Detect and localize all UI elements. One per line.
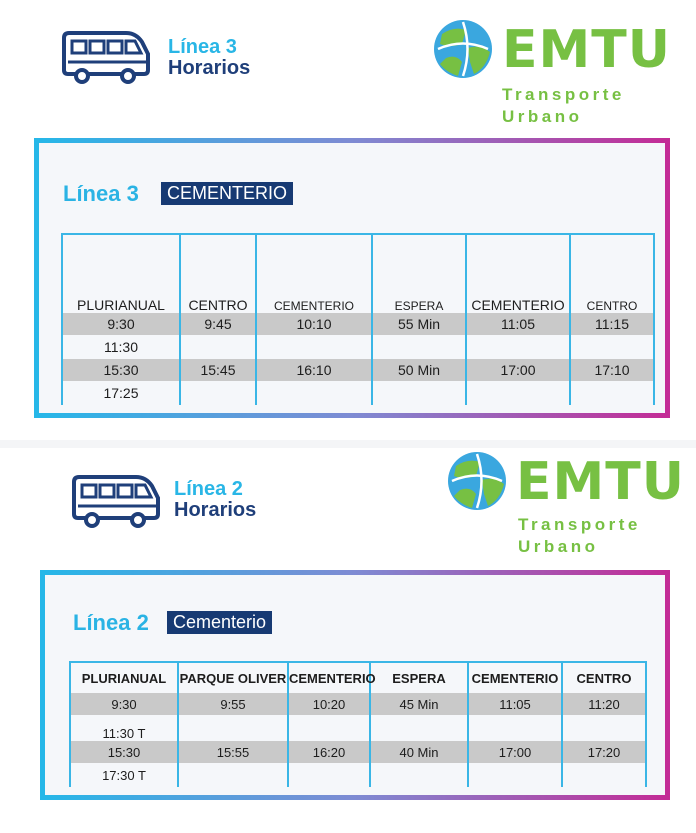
table-cell: 50 Min <box>372 359 466 381</box>
table-cell <box>468 715 562 741</box>
table-cell: 16:10 <box>256 359 372 381</box>
horarios-label: Horarios <box>168 57 251 79</box>
table-cell: 17:10 <box>570 359 654 381</box>
table-cell <box>562 763 646 787</box>
table-cell <box>562 715 646 741</box>
table-row <box>70 741 646 763</box>
table-cell <box>178 715 288 741</box>
col-header: ESPERA <box>370 662 468 693</box>
emtu-logo <box>432 18 672 128</box>
line-title <box>168 37 250 79</box>
brand-sub-2: Urbano <box>502 107 583 126</box>
bus-icon <box>70 474 162 530</box>
col-header: CENTRO <box>570 234 654 313</box>
table-cell <box>466 381 570 405</box>
schedule-table <box>69 661 647 787</box>
col-header: CEMENTERIO <box>288 662 370 693</box>
table-row <box>62 335 654 359</box>
line-label: Línea 2 <box>174 478 243 500</box>
table-cell: 15:55 <box>178 741 288 763</box>
table-row <box>70 693 646 715</box>
globe-logo-icon <box>446 450 508 512</box>
table-cell: 9:30 <box>62 313 180 335</box>
table-cell: 45 Min <box>370 693 468 715</box>
table-row <box>62 381 654 405</box>
table-cell: 9:55 <box>178 693 288 715</box>
table-cell: 15:30 <box>70 741 178 763</box>
col-header: PLURIANUAL <box>62 234 180 313</box>
col-header: PLURIANUAL <box>70 662 178 693</box>
brand-sub-1: Transporte <box>502 85 625 104</box>
table-cell <box>256 381 372 405</box>
table-cell <box>570 335 654 359</box>
brand-name: EMTU <box>516 452 685 512</box>
line-label: Línea 3 <box>168 36 237 58</box>
table-cell <box>370 715 468 741</box>
table-cell <box>180 381 256 405</box>
table-cell: 11:30 T <box>70 715 178 741</box>
table-cell <box>570 381 654 405</box>
table-cell: 16:20 <box>288 741 370 763</box>
table-cell: 17:20 <box>562 741 646 763</box>
table-row <box>62 359 654 381</box>
frame-title: Línea 3 <box>63 181 139 206</box>
col-header: CEMENTERIO <box>256 234 372 313</box>
table-row <box>70 763 646 787</box>
table-cell: 17:00 <box>466 359 570 381</box>
table-row <box>70 715 646 741</box>
schedule-card-line-2 <box>0 448 696 833</box>
brand-name: EMTU <box>502 20 671 80</box>
col-header: CENTRO <box>562 662 646 693</box>
table-cell <box>180 335 256 359</box>
table-cell: 15:30 <box>62 359 180 381</box>
horarios-label: Horarios <box>174 499 257 521</box>
bus-icon <box>60 30 152 86</box>
destination-tag: CEMENTERIO <box>161 182 293 205</box>
table-cell: 10:10 <box>256 313 372 335</box>
table-cell: 11:05 <box>468 693 562 715</box>
col-header: CENTRO <box>180 234 256 313</box>
table-cell: 11:15 <box>570 313 654 335</box>
table-cell: 17:25 <box>62 381 180 405</box>
frame-title: Línea 2 <box>73 610 149 635</box>
table-cell <box>288 715 370 741</box>
table-cell: 10:20 <box>288 693 370 715</box>
col-header: PARQUE OLIVER <box>178 662 288 693</box>
table-cell: 15:45 <box>180 359 256 381</box>
table-cell <box>178 763 288 787</box>
table-cell <box>468 763 562 787</box>
globe-logo-icon <box>432 18 494 80</box>
table-cell: 17:30 T <box>70 763 178 787</box>
table-cell: 40 Min <box>370 741 468 763</box>
destination-tag: Cementerio <box>167 611 272 634</box>
schedule-frame <box>34 138 670 418</box>
schedule-table <box>61 233 655 405</box>
col-header: CEMENTERIO <box>468 662 562 693</box>
table-cell: 11:20 <box>562 693 646 715</box>
table-cell: 17:00 <box>468 741 562 763</box>
table-cell <box>372 335 466 359</box>
table-cell <box>466 335 570 359</box>
brand-sub-1: Transporte <box>518 515 641 534</box>
table-cell: 55 Min <box>372 313 466 335</box>
col-header: CEMENTERIO <box>466 234 570 313</box>
table-cell: 9:45 <box>180 313 256 335</box>
line-title <box>174 479 256 521</box>
emtu-logo <box>446 450 686 560</box>
table-cell <box>372 381 466 405</box>
table-cell: 9:30 <box>70 693 178 715</box>
table-cell <box>256 335 372 359</box>
table-cell: 11:30 <box>62 335 180 359</box>
table-cell: 11:05 <box>466 313 570 335</box>
table-row <box>62 313 654 335</box>
schedule-frame <box>40 570 670 800</box>
col-header: ESPERA <box>372 234 466 313</box>
table-cell <box>370 763 468 787</box>
table-cell <box>288 763 370 787</box>
brand-sub-2: Urbano <box>518 537 599 556</box>
